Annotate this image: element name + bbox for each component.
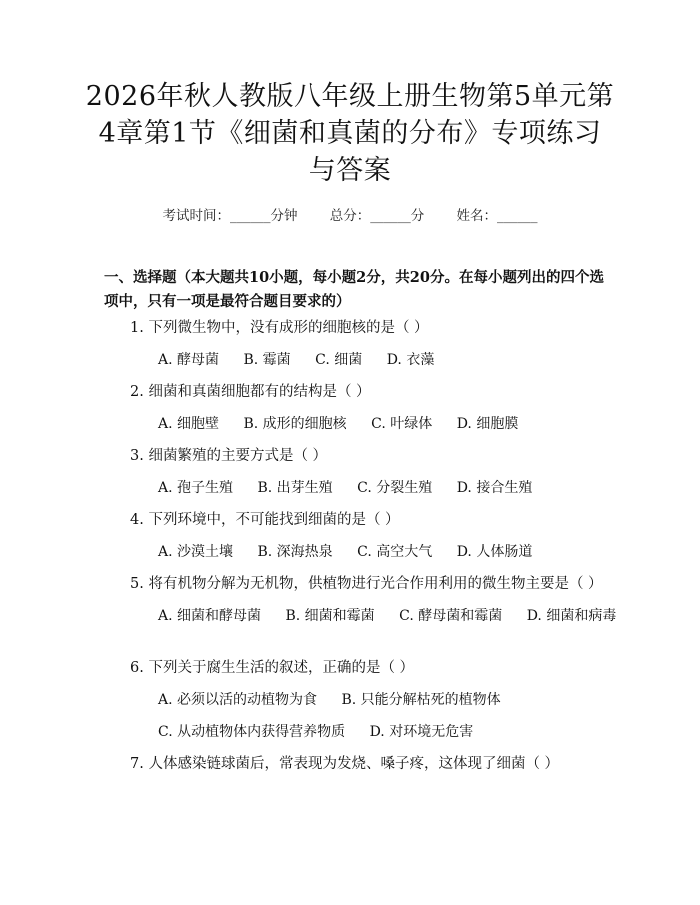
option: D. 衣藻 xyxy=(386,352,435,368)
question-3-options xyxy=(158,478,532,498)
option: A. 沙漠土壤 xyxy=(158,544,234,560)
question-1-options xyxy=(158,350,434,370)
option: C. 从动植物体内获得营养物质 xyxy=(158,724,346,740)
option: A. 细菌和酵母菌 xyxy=(158,608,262,624)
option: C. 细菌 xyxy=(315,352,363,368)
option: B. 深海热泉 xyxy=(257,544,333,560)
option: B. 成形的细胞核 xyxy=(243,416,347,432)
question-5-options xyxy=(158,606,616,626)
title-line-3: 与答案 xyxy=(308,155,392,186)
question-4-options xyxy=(158,542,532,562)
title-line-1: 2026年秋人教版八年级上册生物第5单元第 xyxy=(85,81,615,112)
option: D. 细菌和病毒 xyxy=(526,608,617,624)
question-4: 4. 下列环境中，不可能找到细菌的是（ ） xyxy=(130,512,400,528)
exam-meta xyxy=(0,204,700,224)
exam-time: 考试时间：______分钟 xyxy=(162,208,298,224)
option: B. 出芽生殖 xyxy=(257,480,333,496)
option: D. 人体肠道 xyxy=(456,544,533,560)
exam-total-score: 总分：______分 xyxy=(329,208,425,224)
option: D. 对环境无危害 xyxy=(369,724,474,740)
option: A. 必须以活的动植物为食 xyxy=(158,692,318,708)
option: A. 细胞壁 xyxy=(158,416,220,432)
section-heading: 一、选择题（本大题共10小题，每小题2分，共20分。在每小题列出的四个选项中，只有一项是最符合题目要求的） xyxy=(104,269,604,310)
option: A. 孢子生殖 xyxy=(158,480,234,496)
question-5: 5. 将有机物分解为无机物，供植物进行光合作用利用的微生物主要是（ ） xyxy=(130,576,603,592)
student-name: 姓名：______ xyxy=(456,208,538,224)
option: C. 叶绿体 xyxy=(371,416,433,432)
question-6-options-row-1 xyxy=(158,690,501,710)
title-line-2: 4章第1节《细菌和真菌的分布》专项练习 xyxy=(98,118,602,149)
option: D. 细胞膜 xyxy=(456,416,519,432)
question-2-options xyxy=(158,414,518,434)
option: B. 霉菌 xyxy=(243,352,291,368)
option: B. 细菌和霉菌 xyxy=(285,608,375,624)
page-title xyxy=(60,78,640,189)
question-6: 6. 下列关于腐生生活的叙述，正确的是（ ） xyxy=(130,660,415,676)
question-3: 3. 细菌繁殖的主要方式是（ ） xyxy=(130,448,328,464)
option: A. 酵母菌 xyxy=(158,352,220,368)
option: B. 只能分解枯死的植物体 xyxy=(341,692,501,708)
question-1: 1. 下列微生物中，没有成形的细胞核的是（ ） xyxy=(130,320,429,336)
question-7: 7. 人体感染链球菌后，常表现为发烧、嗓子疼，这体现了细菌（ ） xyxy=(130,756,560,772)
question-2: 2. 细菌和真菌细胞都有的结构是（ ） xyxy=(130,384,371,400)
option: C. 分裂生殖 xyxy=(357,480,433,496)
option: C. 酵母菌和霉菌 xyxy=(399,608,503,624)
option: D. 接合生殖 xyxy=(456,480,533,496)
question-6-options-row-2 xyxy=(158,722,473,742)
option: C. 高空大气 xyxy=(357,544,433,560)
